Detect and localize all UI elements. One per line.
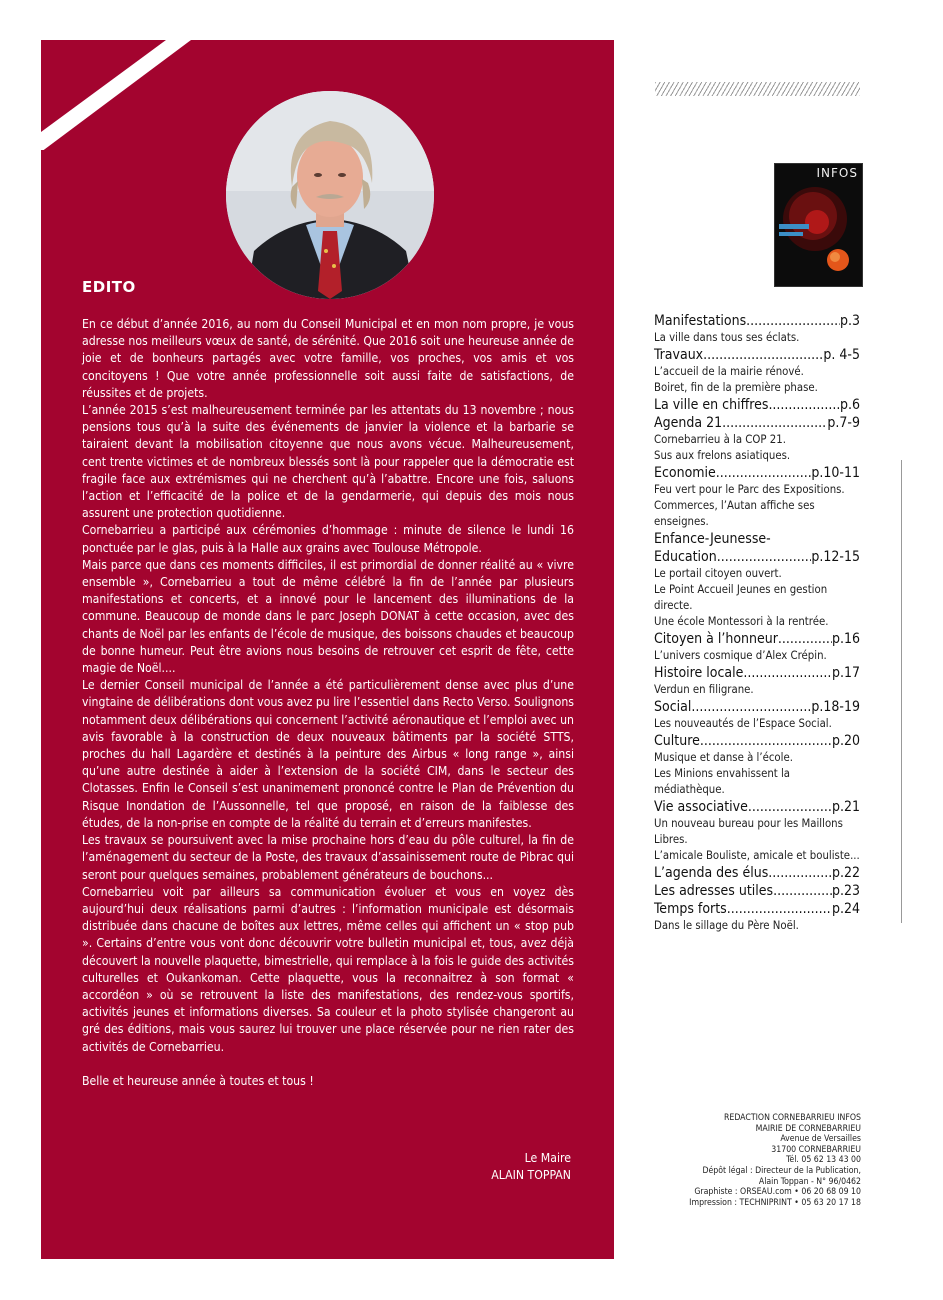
toc-leader-dots — [727, 900, 832, 918]
toc-page-number: p.16 — [831, 631, 860, 647]
toc-subtitle: Les Minions envahissent la médiathèque. — [654, 767, 791, 796]
toc-subtitle: Feu vert pour le Parc des Expositions. — [654, 483, 845, 496]
edito-paragraph: Mais parce que dans ces moments difficiles, il est primordial de donner réalité au « vivre ensemble », Cornebarrieu a tout de même célébré la fin de l’année par plusieurs manifestations et concerts, et a innové pour le lancement des illuminations de la commune. Beaucoup de monde dans le parc Joseph DONAT à cette occasion, avec des chants de Noël par les enfants de l’école de musique, des boissons chaudes et beaucoup de bonne humeur. Peut être avions nous besoins de retrouver cet esprit de fête, cette magie de Noël.... — [82, 557, 574, 676]
toc-page-number: p.18-19 — [811, 699, 860, 715]
corner-stripe — [41, 40, 201, 150]
edito-paragraph: Cornebarrieu a participé aux cérémonies d’hommage : minute de silence le lundi 16 ponctuée par le glas, puis à la Halle aux grains avec Toulouse Métropole. — [82, 523, 574, 555]
toc-heading — [654, 396, 860, 414]
toc-leader-dots — [778, 630, 832, 648]
cover-title: INFOS — [816, 166, 858, 180]
toc-page-number: p.22 — [831, 865, 860, 881]
hatch-decoration — [655, 82, 860, 96]
signature — [341, 1150, 571, 1184]
mayor-portrait — [226, 91, 434, 299]
edito-paragraph: Cornebarrieu voit par ailleurs sa communication évoluer et vous en voyez dès aujourd’hui deux réalisations parmi d’autres : l’information municipale est désormais distribuée dans chacune de boîtes aux lettres, même celles qui affichent un « stop pub ». Certains d’entre vous vont donc découvrir votre bulletin municipal et, tous, avez déjà découvert la nouvelle plaquette, bimestrielle, qui remplace à la fois le guide des activités culturelles et Oukankoman. Cette plaquette, vous la reconnaitrez à son format « accordéon » où se retrouvent la liste des manifestations, des rendez-vous sportifs, activités jeunes et informations diverses. Sa couleur et la photo stylisée changeront au gré des éditions, mais vous saurez lui trouver une place réservée pour ne rien rater des activités de Cornebarrieu. — [82, 884, 574, 1054]
edito-paragraph: Les travaux se poursuivent avec la mise prochaine hors d’eau du pôle culturel, la fin de l’aménagement du secteur de la Poste, des travaux d’assainissement route de Pibrac qui seront pour quelques semaines, probablement générateurs de bouchons... — [82, 833, 574, 882]
toc-leader-dots — [717, 548, 812, 566]
toc-entry — [654, 882, 860, 900]
toc-leader-dots — [703, 346, 823, 364]
toc-entry — [654, 346, 860, 396]
signature-name: ALAIN TOPPAN — [491, 1168, 571, 1182]
toc-entry — [654, 732, 860, 798]
toc-heading — [654, 732, 860, 750]
toc-subtitle: L’amicale Bouliste, amicale et bouliste... — [654, 849, 860, 862]
toc-entry — [654, 464, 860, 530]
toc-entry — [654, 414, 860, 464]
toc-title: L’agenda des élus — [654, 865, 769, 881]
masthead-line: Dépôt légal : Directeur de la Publication, — [702, 1165, 861, 1176]
toc-leader-dots — [722, 414, 827, 432]
masthead-line: MAIRIE DE CORNEBARRIEU — [755, 1123, 861, 1134]
toc-title-line: Enfance-Jeunesse- — [654, 531, 771, 547]
toc-leader-dots — [768, 396, 840, 414]
toc-title: Les adresses utiles — [654, 883, 774, 899]
edito-title: EDITO — [82, 278, 136, 296]
toc-heading — [654, 798, 860, 816]
toc-heading — [654, 664, 860, 682]
masthead-line: Tél. 05 62 13 43 00 — [786, 1155, 861, 1166]
toc-entry — [654, 698, 860, 732]
toc-heading — [654, 548, 860, 566]
toc-entry — [654, 664, 860, 698]
toc-subtitle: Une école Montessori à la rentrée. — [654, 615, 829, 628]
toc-page-number: p.17 — [831, 665, 860, 681]
toc-entry — [654, 900, 860, 934]
toc-title: Education — [654, 549, 717, 565]
toc-page-number: p.12-15 — [811, 549, 860, 565]
toc-leader-dots — [768, 864, 832, 882]
toc-heading — [654, 864, 860, 882]
masthead-line: REDACTION CORNEBARRIEU INFOS — [723, 1113, 861, 1123]
toc-heading — [654, 414, 860, 432]
toc-leader-dots — [748, 798, 832, 816]
toc-subtitle: L’accueil de la mairie rénové. — [654, 365, 804, 378]
toc-title: Temps forts — [654, 901, 727, 917]
toc-entry — [654, 798, 860, 864]
toc-title: Vie associative — [654, 799, 748, 815]
toc-heading — [654, 464, 860, 482]
toc-title: Manifestations — [654, 313, 747, 329]
toc-leader-dots — [716, 464, 812, 482]
toc-subtitle: Verdun en filigrane. — [654, 683, 754, 696]
toc-title: Citoyen à l’honneur — [654, 631, 778, 647]
toc-subtitle: Sus aux frelons asiatiques. — [654, 449, 791, 462]
vertical-rule — [901, 460, 902, 923]
toc-page-number: p.23 — [831, 883, 860, 899]
toc-page-number: p.10-11 — [811, 465, 860, 481]
signature-role: Le Maire — [524, 1151, 571, 1165]
masthead-line: Impression : TECHNIPRINT • 05 63 20 17 18 — [689, 1197, 861, 1208]
toc-page-number: p.21 — [831, 799, 860, 815]
toc-page-number: p. 4-5 — [823, 347, 860, 363]
edito-body — [82, 316, 574, 1090]
masthead-line: Alain Toppan - N° 96/0462 — [758, 1176, 861, 1187]
edito-closing: Belle et heureuse année à toutes et tous ! — [82, 1073, 314, 1088]
table-of-contents — [654, 312, 860, 934]
toc-title: Economie — [654, 465, 716, 481]
edito-paragraph: En ce début d’année 2016, au nom du Conseil Municipal et en mon nom propre, je vous adresse nos meilleurs vœux de santé, de sérénité. Que 2016 soit une heureuse année de joie et de bonheurs partagés avec votre famille, vos proches, vos amis et vos concitoyens ! Que votre année professionnelle soit aussi faite de satisfactions, de réussites et de projets. — [82, 317, 574, 400]
masthead-line: Avenue de Versailles — [780, 1134, 861, 1145]
toc-title: La ville en chiffres — [654, 397, 769, 413]
toc-title: Histoire locale — [654, 665, 744, 681]
toc-leader-dots — [773, 882, 832, 900]
toc-subtitle: La ville dans tous ses éclats. — [654, 331, 800, 344]
toc-heading — [654, 630, 860, 648]
toc-page-number: p.6 — [839, 397, 860, 413]
toc-title: Culture — [654, 733, 700, 749]
toc-subtitle: Boiret, fin de la première phase. — [654, 381, 818, 394]
toc-title: Agenda 21 — [654, 415, 723, 431]
masthead-line: Graphiste : ORSEAU.com • 06 20 68 09 10 — [694, 1187, 861, 1198]
toc-page-number: p.24 — [831, 901, 860, 917]
toc-page-number: p.20 — [831, 733, 860, 749]
toc-entry — [654, 530, 860, 630]
toc-page-number: p.3 — [839, 313, 860, 329]
toc-heading — [654, 312, 860, 330]
toc-leader-dots — [700, 732, 832, 750]
toc-subtitle: Musique et danse à l’école. — [654, 751, 793, 764]
toc-heading — [654, 882, 860, 900]
toc-title: Social — [654, 699, 692, 715]
toc-entry — [654, 312, 860, 346]
toc-leader-dots — [691, 698, 811, 716]
toc-subtitle: Le portail citoyen ouvert. — [654, 567, 782, 580]
magazine-cover-thumbnail — [774, 163, 863, 287]
masthead-line: 31700 CORNEBARRIEU — [771, 1144, 861, 1155]
toc-subtitle: Cornebarrieu à la COP 21. — [654, 433, 786, 446]
toc-heading — [654, 900, 860, 918]
toc-entry — [654, 864, 860, 882]
toc-leader-dots — [746, 312, 840, 330]
masthead — [620, 1113, 861, 1208]
edito-paragraph: Le dernier Conseil municipal de l’année a été particulièrement dense avec plus d’une vingtaine de délibérations dont vous avez pu lire l’essentiel dans Recto Verso. Soulignons notamment deux délibérations qui concernent l’activité aéronautique et l’emploi avec un avis favorable à la construction de deux nouveaux bâtiments par la société STTS, proches du hall Lagardère et destinés à la peinture des Airbus « long range », ainsi qu’une autre destinée à aider à l’extension de la société CIM, dans le secteur des Clotasses. Enfin le Conseil s’est unanimement prononcé contre le Plan de Prévention du Risque Inondation de l’Aussonnelle, tel que proposé, en raison de la faiblesse des études, de la non-prise en compte de la réalité du terrain et d’erreurs manifestes. — [82, 678, 574, 830]
toc-subtitle: Un nouveau bureau pour les Maillons Libres. — [654, 817, 843, 846]
edito-panel — [41, 40, 614, 1259]
edito-paragraph: L’année 2015 s’est malheureusement terminée par les attentats du 13 novembre ; nous pensions tous qu’à la suite des événements de janvier la violence et la barbarie se tairaient devant la mobilisation citoyenne que nous avons vécue. Malheureusement, cent trente victimes et de nombreux blessés sont là pour rappeler que la démocratie est fragile face aux extrémismes qui ne cherchent qu’à l’abattre. Encore une fois, saluons l’action et l’efficacité de la police et de la gendarmerie, qui depuis des mois nous assurent une protection quotidienne. — [82, 403, 574, 521]
toc-subtitle: Commerces, l’Autan affiche ses enseignes. — [654, 499, 815, 528]
toc-heading — [654, 346, 860, 364]
toc-page-number: p.7-9 — [827, 415, 860, 431]
toc-subtitle: Dans le sillage du Père Noël. — [654, 919, 799, 932]
toc-leader-dots — [743, 664, 832, 682]
toc-entry — [654, 396, 860, 414]
toc-subtitle: Les nouveautés de l’Espace Social. — [654, 717, 832, 730]
toc-subtitle: Le Point Accueil Jeunes en gestion directe. — [654, 583, 828, 612]
toc-subtitle: L’univers cosmique d’Alex Crépin. — [654, 649, 827, 662]
toc-entry — [654, 630, 860, 664]
toc-title: Travaux — [654, 347, 704, 363]
toc-heading — [654, 698, 860, 716]
